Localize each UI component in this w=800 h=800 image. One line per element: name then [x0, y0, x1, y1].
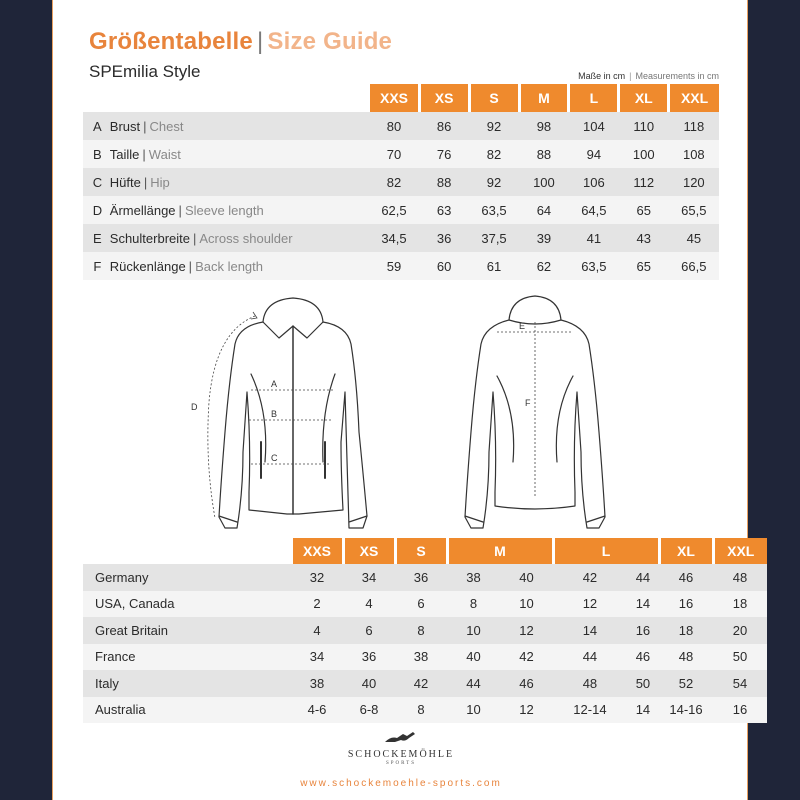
table-cell: 63 [419, 196, 469, 224]
table-cell: 65 [619, 196, 669, 224]
measure-german: Ärmellänge [109, 202, 176, 218]
size-header: XS [419, 84, 469, 112]
international-size-table [83, 538, 767, 723]
table-row [83, 697, 767, 724]
country-name: Australia [83, 697, 291, 724]
measurement-header-row [83, 84, 719, 112]
table-row [83, 644, 767, 671]
table-row [83, 140, 719, 168]
size-header: XXS [369, 84, 419, 112]
table-cell: 8 [447, 591, 500, 618]
measure-letter: C [83, 168, 110, 196]
size-header: M [519, 84, 569, 112]
table-cell: 39 [519, 224, 569, 252]
label-separator: | [143, 174, 148, 190]
table-cell: 94 [569, 140, 619, 168]
units-note [578, 71, 719, 81]
table-cell: 112 [619, 168, 669, 196]
table-cell: 4-6 [291, 697, 343, 724]
table-cell: 62,5 [369, 196, 419, 224]
table-cell: 36 [395, 564, 447, 591]
measure-english: Back length [195, 258, 263, 274]
table-cell: 44 [553, 644, 627, 671]
table-row [83, 670, 767, 697]
table-cell: 8 [395, 697, 447, 724]
jacket-front-illustration [181, 292, 421, 532]
table-cell: 66,5 [669, 252, 719, 280]
table-cell: 36 [343, 644, 395, 671]
table-cell: 70 [369, 140, 419, 168]
table-row [83, 224, 719, 252]
table-cell: 6 [343, 617, 395, 644]
table-cell: 16 [627, 617, 659, 644]
measure-letter: F [83, 252, 110, 280]
brand-logo [53, 730, 749, 766]
measure-german: Hüfte [109, 174, 141, 190]
table-row [83, 196, 719, 224]
measure-german: Taille [109, 146, 140, 162]
table-cell: 4 [343, 591, 395, 618]
table-row [83, 617, 767, 644]
table-cell: 18 [659, 617, 713, 644]
title-english: Size Guide [267, 28, 393, 55]
brand-sub: SPORTS [385, 761, 417, 766]
measure-english: Chest [149, 118, 184, 134]
table-cell: 32 [291, 564, 343, 591]
table-cell: 34 [291, 644, 343, 671]
size-guide-sheet [52, 0, 755, 800]
measure-label [110, 112, 369, 140]
header-blank [83, 538, 291, 564]
size-header: M [447, 538, 553, 564]
jacket-back-illustration [433, 292, 653, 532]
table-cell: 110 [619, 112, 669, 140]
measure-german: Schulterbreite [109, 230, 190, 246]
table-cell: 92 [469, 112, 519, 140]
table-row [83, 564, 767, 591]
table-cell: 86 [419, 112, 469, 140]
table-cell: 118 [669, 112, 719, 140]
label-separator: | [178, 202, 182, 218]
measure-letter: A [83, 112, 110, 140]
size-header: XL [619, 84, 669, 112]
table-cell: 36 [419, 224, 469, 252]
table-cell: 100 [619, 140, 669, 168]
table-cell: 10 [500, 591, 553, 618]
size-header: XXS [291, 538, 343, 564]
table-cell: 2 [291, 591, 343, 618]
size-header: XS [343, 538, 395, 564]
table-cell: 34 [343, 564, 395, 591]
table-cell: 65 [619, 252, 669, 280]
table-row [83, 252, 719, 280]
size-header: XXL [713, 538, 767, 564]
table-cell: 52 [659, 670, 713, 697]
table-cell: 48 [659, 644, 713, 671]
measure-german: Brust [109, 118, 141, 134]
table-cell: 16 [659, 591, 713, 618]
table-cell: 42 [500, 644, 553, 671]
table-cell: 14 [553, 617, 627, 644]
table-cell: 50 [713, 644, 767, 671]
table-cell: 4 [291, 617, 343, 644]
label-separator: | [143, 118, 147, 134]
measure-label [110, 140, 369, 168]
table-cell: 6-8 [343, 697, 395, 724]
size-header: XXL [669, 84, 719, 112]
country-header-row [83, 538, 767, 564]
label-d: D [191, 402, 198, 412]
table-cell: 41 [569, 224, 619, 252]
country-name: Italy [83, 670, 291, 697]
table-cell: 59 [369, 252, 419, 280]
size-header: L [553, 538, 659, 564]
table-cell: 50 [627, 670, 659, 697]
table-cell: 14 [627, 591, 659, 618]
table-cell: 38 [395, 644, 447, 671]
measure-english: Hip [150, 174, 170, 190]
size-header: XL [659, 538, 713, 564]
table-cell: 48 [713, 564, 767, 591]
table-cell: 12 [500, 697, 553, 724]
header-blank [83, 84, 110, 112]
table-cell: 14-16 [659, 697, 713, 724]
table-cell: 82 [369, 168, 419, 196]
page-title [89, 28, 392, 56]
country-name: Great Britain [83, 617, 291, 644]
table-cell: 92 [469, 168, 519, 196]
title-german: Größentabelle [89, 28, 253, 55]
table-cell: 64 [519, 196, 569, 224]
horse-rider-icon [381, 730, 421, 744]
brand-name: SCHOCKEMÖHLE [347, 749, 455, 760]
label-separator: | [188, 258, 193, 274]
table-cell: 44 [627, 564, 659, 591]
label-f: F [525, 398, 531, 408]
size-header: S [469, 84, 519, 112]
table-cell: 40 [500, 564, 553, 591]
measure-english: Waist [148, 146, 181, 162]
table-cell: 106 [569, 168, 619, 196]
table-cell: 100 [519, 168, 569, 196]
table-row [83, 591, 767, 618]
table-cell: 40 [343, 670, 395, 697]
table-cell: 38 [291, 670, 343, 697]
table-cell: 46 [500, 670, 553, 697]
table-cell: 14 [627, 697, 659, 724]
table-cell: 42 [553, 564, 627, 591]
units-separator: | [629, 71, 632, 81]
label-b: B [271, 409, 278, 419]
header-blank [110, 84, 369, 112]
size-header: L [569, 84, 619, 112]
table-cell: 45 [669, 224, 719, 252]
table-cell: 12 [500, 617, 553, 644]
measure-label [110, 252, 369, 280]
label-separator: | [193, 230, 197, 246]
table-cell: 80 [369, 112, 419, 140]
table-cell: 37,5 [469, 224, 519, 252]
table-cell: 38 [447, 564, 500, 591]
table-cell: 63,5 [569, 252, 619, 280]
table-cell: 60 [419, 252, 469, 280]
table-cell: 88 [519, 140, 569, 168]
measure-letter: E [83, 224, 110, 252]
measure-label [110, 196, 369, 224]
table-cell: 61 [469, 252, 519, 280]
table-cell: 65,5 [669, 196, 719, 224]
table-cell: 88 [419, 168, 469, 196]
label-separator: | [142, 146, 146, 162]
table-cell: 16 [713, 697, 767, 724]
table-cell: 62 [519, 252, 569, 280]
units-german: Maße in cm [578, 71, 626, 81]
country-name: USA, Canada [83, 591, 291, 618]
table-cell: 54 [713, 670, 767, 697]
measure-german: Rückenlänge [109, 258, 186, 274]
measurement-table [83, 84, 719, 280]
measure-letter: B [83, 140, 110, 168]
table-cell: 48 [553, 670, 627, 697]
title-separator: | [256, 28, 264, 55]
table-cell: 40 [447, 644, 500, 671]
table-cell: 108 [669, 140, 719, 168]
table-cell: 82 [469, 140, 519, 168]
table-cell: 46 [627, 644, 659, 671]
table-cell: 12 [553, 591, 627, 618]
table-cell: 76 [419, 140, 469, 168]
table-cell: 10 [447, 617, 500, 644]
table-cell: 44 [447, 670, 500, 697]
measure-label [110, 224, 369, 252]
table-cell: 6 [395, 591, 447, 618]
size-header: S [395, 538, 447, 564]
table-cell: 34,5 [369, 224, 419, 252]
country-name: Germany [83, 564, 291, 591]
label-e: E [519, 321, 526, 331]
table-cell: 104 [569, 112, 619, 140]
table-row [83, 112, 719, 140]
table-cell: 120 [669, 168, 719, 196]
table-cell: 42 [395, 670, 447, 697]
table-cell: 63,5 [469, 196, 519, 224]
country-name: France [83, 644, 291, 671]
measure-english: Across shoulder [199, 230, 293, 246]
table-cell: 64,5 [569, 196, 619, 224]
units-english: Measurements in cm [635, 71, 719, 81]
table-cell: 98 [519, 112, 569, 140]
label-a: A [271, 379, 278, 389]
measure-letter: D [83, 196, 110, 224]
table-cell: 20 [713, 617, 767, 644]
measure-english: Sleeve length [184, 202, 264, 218]
measure-label [110, 168, 369, 196]
table-cell: 46 [659, 564, 713, 591]
product-style: SPEmilia Style [89, 62, 201, 81]
table-cell: 18 [713, 591, 767, 618]
table-cell: 43 [619, 224, 669, 252]
label-c: C [271, 453, 278, 463]
table-cell: 12-14 [553, 697, 627, 724]
table-cell: 10 [447, 697, 500, 724]
table-row [83, 168, 719, 196]
website-link[interactable]: www.schockemoehle-sports.com [300, 778, 502, 789]
table-cell: 8 [395, 617, 447, 644]
